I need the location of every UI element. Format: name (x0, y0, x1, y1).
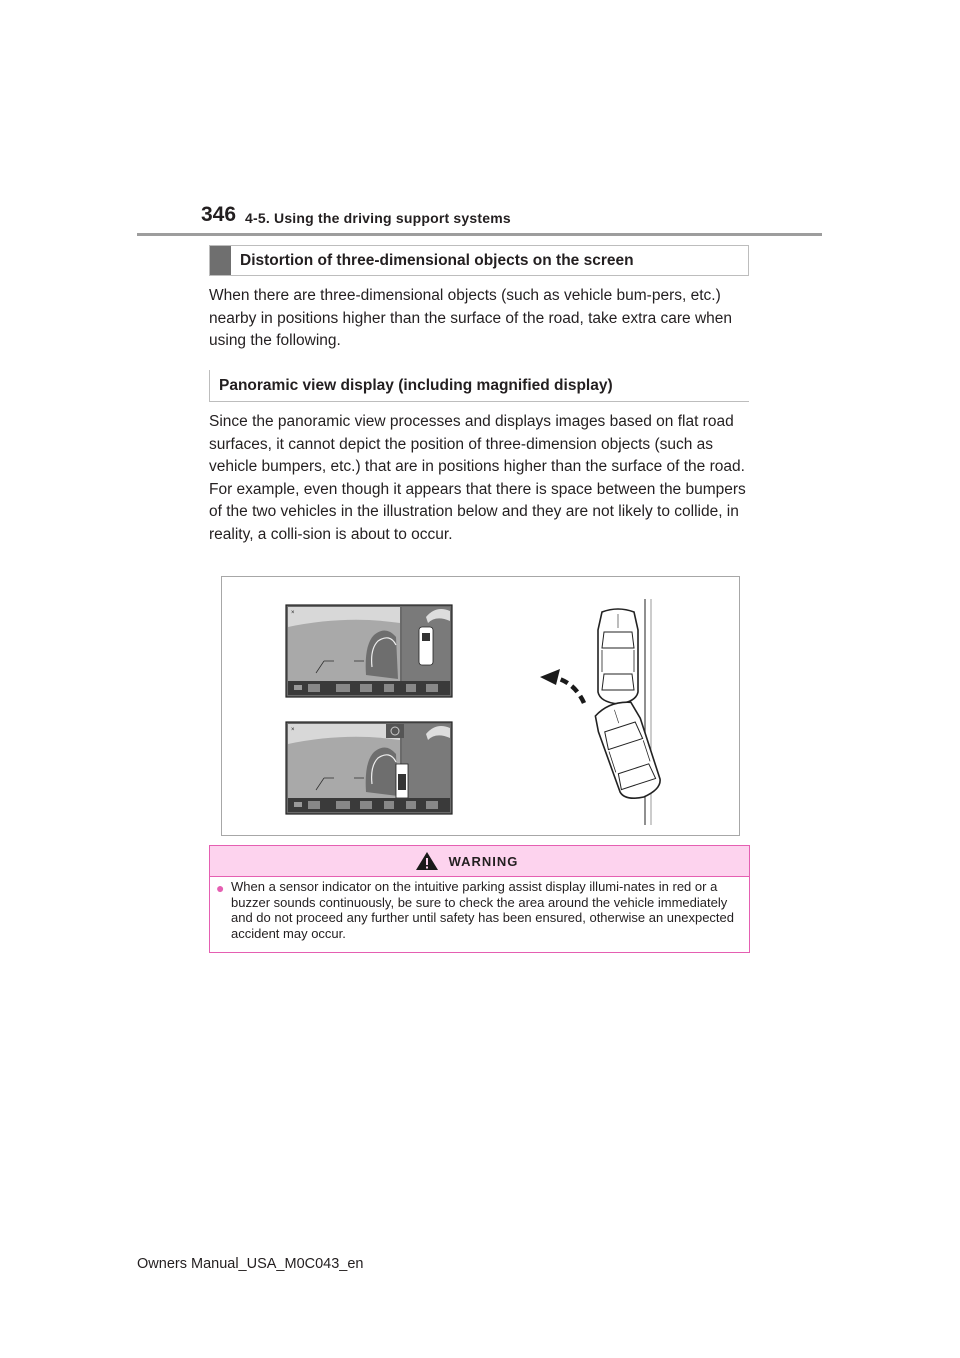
screen-top (286, 605, 452, 697)
svg-text:×: × (291, 610, 295, 616)
parked-car (598, 609, 638, 704)
footer-text: Owners Manual_USA_M0C043_en (137, 1256, 364, 1272)
warning-title: WARNING (448, 853, 519, 869)
illustration-figure (221, 576, 740, 836)
warning-bullet-icon: ● (216, 880, 225, 896)
arrow-head-icon (540, 669, 560, 685)
heading-text: Distortion of three-dimensional objects on the screen (240, 251, 634, 269)
warning-text: When a sensor indicator on the intuitive parking assist display illumi-nates in red or a buzzer sounds continuously, be sure to check the area around the vehicle immediately and do not proceed any further until safety has been ensured, otherwise an unexpected accident may occur. (231, 879, 735, 941)
section-title: 4-5. Using the driving support systems (245, 210, 511, 226)
warning-triangle-icon (415, 851, 439, 871)
heading-distortion (209, 245, 749, 276)
illustration-svg (222, 577, 739, 835)
svg-text:×: × (291, 727, 295, 733)
heading-bar (210, 246, 231, 275)
warning-box (209, 845, 750, 953)
subheading-panoramic (209, 370, 749, 402)
subheading-text: Panoramic view display (including magnified display) (219, 376, 613, 394)
intro-paragraph: When there are three-dimensional objects (such as vehicle bum-pers, etc.) nearby in positions higher than the surface of the road, take extra care when using the following. (209, 287, 733, 349)
panoramic-paragraph: Since the panoramic view processes and displays images based on flat road surfaces, it cannot depict the position of three-dimension objects (such as vehicle bumpers, etc.) that are in positions higher than the surface of the road. For example, even though it appears that there is space between the bumpers of the two vehicles in the illustration below and they are not likely to collide, in reality, a colli-sion is about to occur. (209, 413, 746, 543)
screen-bottom (286, 722, 452, 814)
page-number: 346 (201, 203, 237, 226)
moving-car (592, 698, 664, 804)
warning-header (210, 846, 749, 877)
header-rule (137, 233, 822, 236)
